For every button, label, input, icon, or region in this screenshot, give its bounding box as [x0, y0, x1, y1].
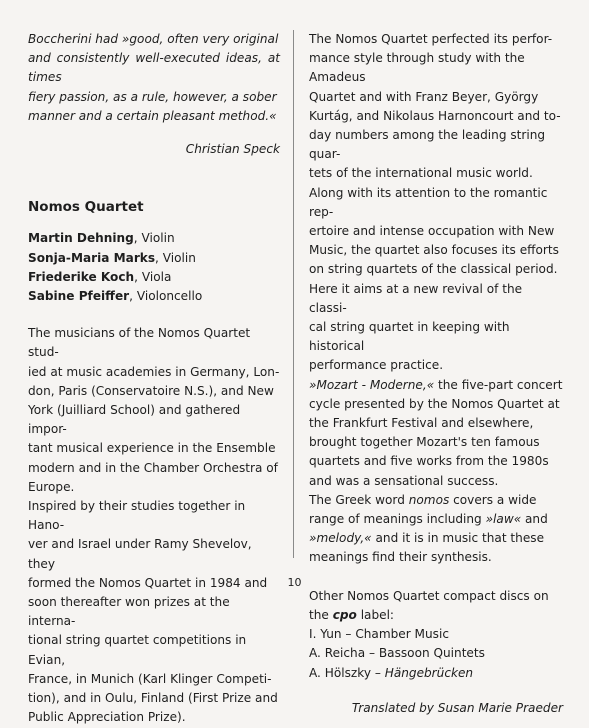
text-line: Kurtág, and Nikolaus Harnoncourt and to- — [309, 108, 561, 123]
text-line: ertoire and intense occupation with New — [309, 224, 555, 239]
disc-item: A. Hölszky – — [309, 665, 385, 680]
text-line: on string quartets of the classical period. — [309, 262, 558, 277]
member-item — [28, 249, 280, 268]
right-column — [309, 30, 563, 718]
text-line: Along with its attention to the romantic rep- — [309, 185, 548, 219]
left-column — [28, 30, 280, 728]
disc-title: Hängebrücken — [384, 665, 474, 680]
member-name: Sonja-Maria Marks — [28, 250, 156, 265]
text-line: France, in Munich (Karl Klinger Competi- — [28, 671, 272, 686]
text-line: Public Appreciation Prize). — [28, 710, 186, 725]
text-line: York (Juilliard School) and gathered impor- — [28, 403, 241, 437]
italic-term: »law« — [485, 512, 522, 527]
text-line: modern and in the Chamber Orchestra of — [28, 460, 278, 475]
member-role: , Violin — [133, 231, 175, 246]
text-fragment: range of meanings including — [309, 512, 486, 527]
text-line: cal string quartet in keeping with historical — [309, 320, 510, 354]
biography-paragraph — [309, 30, 563, 184]
member-name: Sabine Pfeiffer — [28, 289, 130, 304]
italic-term: nomos — [408, 492, 450, 507]
text-fragment: and it is in music that these — [371, 531, 545, 546]
text-line: quartets and five works from the 1980s — [309, 454, 549, 469]
text-line: Inspired by their studies together in Hano- — [28, 499, 246, 533]
biography-paragraph — [309, 184, 563, 376]
quote-line: fiery passion, as a rule, however, a sober — [28, 89, 277, 104]
text-line: Other Nomos Quartet compact discs on — [309, 588, 549, 603]
text-line: cycle presented by the Nomos Quartet at — [309, 396, 560, 411]
member-item — [28, 268, 280, 287]
text-fragment: and — [521, 512, 548, 527]
text-line: meanings find their synthesis. — [309, 550, 492, 565]
member-item — [28, 229, 280, 248]
member-list — [28, 229, 280, 306]
text-line: The Nomos Quartet perfected its perfor- — [309, 32, 553, 46]
member-role: , Violin — [155, 250, 196, 265]
text-fragment: covers a wide — [449, 492, 537, 507]
text-line: ver and Israel under Ramy Shevelov, they — [28, 537, 252, 571]
cpo-label: cpo — [332, 607, 357, 622]
text-line: ied at music academies in Germany, Lon- — [28, 364, 280, 379]
concert-title: »Mozart - Moderne,« — [309, 377, 435, 392]
text-line: Here it aims at a new revival of the classi- — [309, 281, 523, 315]
biography-paragraph — [309, 491, 563, 568]
member-item — [28, 287, 280, 306]
text-line: and was a sensational success. — [309, 473, 499, 488]
text-line: day numbers among the leading string quar- — [309, 128, 546, 162]
text-line: tion), and in Oulu, Finland (First Prize and — [28, 691, 278, 706]
text-line: tional string quartet competitions in Evian, — [28, 633, 247, 667]
disc-item: I. Yun – Chamber Music — [309, 627, 449, 642]
text-line: performance practice. — [309, 358, 444, 373]
discography — [309, 587, 563, 683]
text-line: Music, the quartet also focuses its efforts — [309, 243, 559, 258]
section-heading: Nomos Quartet — [28, 199, 144, 216]
translator-credit: Translated by Susan Marie Praeder — [351, 700, 563, 715]
disc-item: A. Reicha – Bassoon Quintets — [309, 646, 485, 661]
text-line: The musicians of the Nomos Quartet stud- — [28, 326, 251, 360]
biography-paragraph — [28, 497, 280, 727]
text-line: formed the Nomos Quartet in 1984 and — [28, 575, 268, 590]
column-divider — [293, 30, 294, 558]
biography-paragraph — [309, 376, 563, 491]
text-line: Quartet and with Franz Beyer, György — [309, 89, 539, 104]
member-name: Martin Dehning — [28, 231, 134, 246]
text-line: don, Paris (Conservatoire N.S.), and New — [28, 383, 274, 398]
text-line: Europe. — [28, 479, 75, 494]
biography-paragraph — [28, 324, 280, 497]
text-fragment: label: — [356, 607, 395, 622]
quote — [28, 30, 280, 126]
quote-line: Boccherini had »good, often very original — [28, 32, 279, 46]
text-line: tant musical experience in the Ensemble — [28, 441, 276, 456]
italic-term: »melody,« — [309, 531, 372, 546]
text-line: the five-part concert — [434, 377, 563, 392]
text-line: tets of the international music world. — [309, 166, 533, 181]
quote-signature: Christian Speck — [185, 142, 280, 157]
member-name: Friederike Koch — [28, 269, 135, 284]
quote-line: and consistently well-executed ideas, at times — [28, 51, 280, 85]
member-role: , Viola — [134, 269, 172, 284]
text-line: the Frankfurt Festival and elsewhere, — [309, 416, 534, 431]
member-role: , Violoncello — [129, 289, 203, 304]
text-fragment: the — [309, 607, 333, 622]
text-fragment: The Greek word — [309, 492, 409, 507]
page-number: 10 — [287, 576, 302, 589]
quote-line: manner and a certain pleasant method.« — [28, 108, 277, 123]
text-line: brought together Mozart's ten famous — [309, 435, 540, 450]
text-line: mance style through study with the Amadeus — [309, 51, 525, 85]
text-line: soon thereafter won prizes at the interna- — [28, 595, 230, 629]
